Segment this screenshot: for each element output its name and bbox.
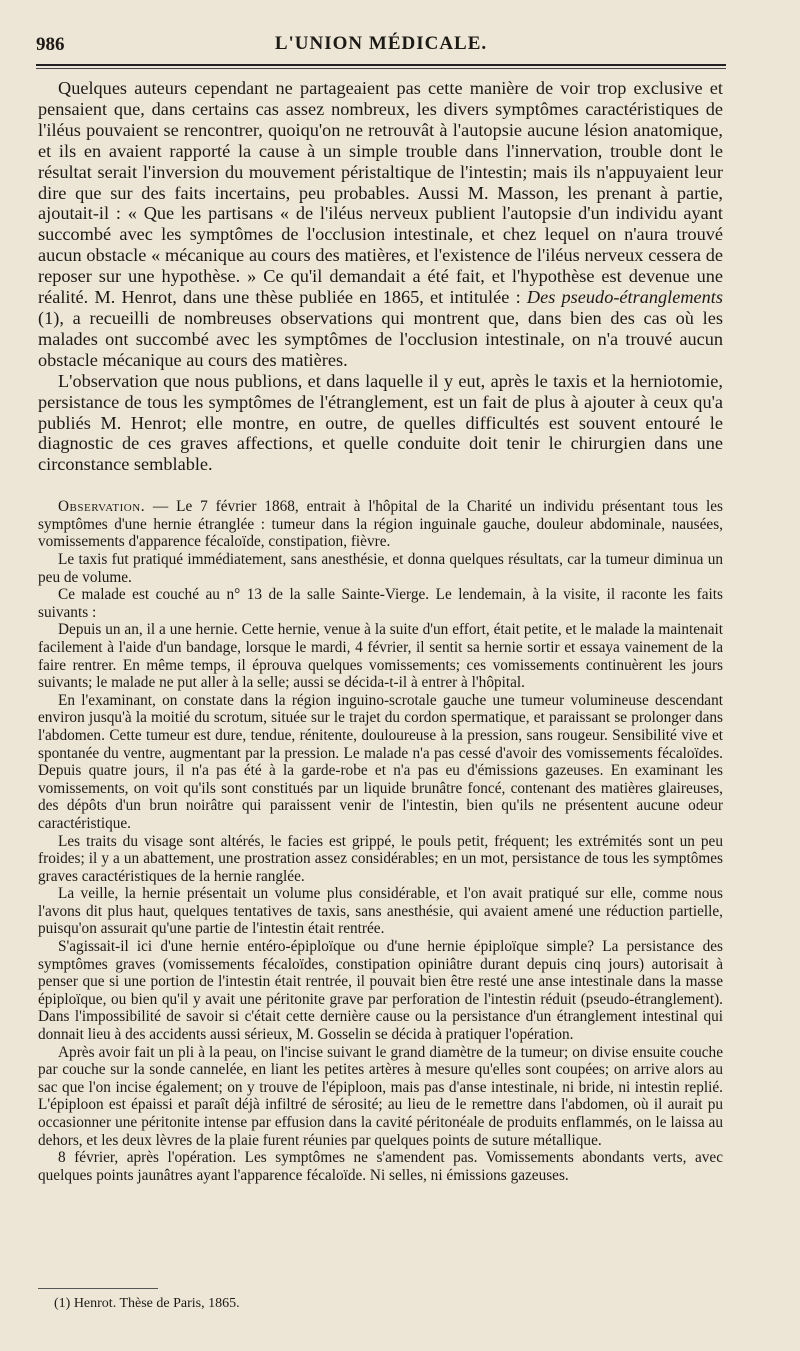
running-title: L'UNION MÉDICALE. (274, 33, 488, 54)
lead-paragraph-text: (1), a recueilli de nombreuses observations qui montrent que, dans bien des cas où les malades ont succombé avec les symptômes de l'occlusion intestinale, on n'a trouvé aucun obstacle mécanique au cours des matières. (38, 307, 723, 370)
observation-paragraph: La veille, la hernie présentait un volume plus considérable, et l'on avait pratiqué sur elle, comme nous l'avons dit plus haut, quelques tentatives de taxis, sans anesthésie, qui avaient amené une réduction partielle, puisqu'on assurait qu'une partie de l'intestin était rentrée. (38, 885, 723, 938)
observation-paragraph: Les traits du visage sont altérés, le facies est grippé, le pouls petit, fréquent; les extrémités sont un peu froides; il y a un abattement, une prostration assez considérables; en un mot, persistance de tous les symptômes graves caractéristiques de la hernie ranglée. (38, 832, 723, 885)
observation-paragraph: Depuis un an, il a une hernie. Cette hernie, venue à la suite d'un effort, était petite, et le malade la maintenait facilement à l'aide d'un bandage, lorsque le mardi, 4 février, il sentit sa hernie sortir et essaya vainement de la faire rentrer. En même temps, il éprouva quelques vomissements; ces vomissements continuèrent les jours suivants; le malade ne put aller à la selle; aussi se décida-t-il à entrer à l'hôpital. (38, 621, 723, 692)
lead-section (38, 78, 723, 475)
thesis-title: Des pseudo-étranglements (526, 287, 723, 308)
page-header (36, 30, 726, 60)
observation-section (38, 498, 723, 1184)
observation-title: Observation. (58, 498, 146, 516)
lead-paragraph (38, 78, 723, 371)
observation-paragraph: Après avoir fait un pli à la peau, on l'incise suivant le grand diamètre de la tumeur; on divise ensuite couche par couche sur la sonde cannelée, en liant les petites artères à mesure qu'elles sont coupées; on arrive alors au sac que l'on incise également; on y trouve de l'épiploon, mais pas d'anse intestinale, ni bride, ni intestin replié. L'épiploon est épaissi et paraît déjà infiltré de sérosité; au lieu de le remettre dans l'abdomen, où il aurait pu occasionner une péritonite intense par effusion dans la cavité péritonéale de produits enflammés, on le laissa au dehors, et les deux lèvres de la plaie furent réunies par quelques points de suture métallique. (38, 1043, 723, 1149)
header-rule (36, 64, 726, 69)
lead-paragraph-text: Quelques auteurs cependant ne partageaient pas cette manière de voir trop exclusive et pensaient que, dans certains cas assez nombreux, les divers symptômes caractéristiques de l'iléus pouvaient se rencontrer, quoiqu'on ne retrouvât à l'autopsie aucune lésion anatomique, et ils en avaient rapporté la cause à un simple trouble dans l'innervation, trouble dont le résultat serait l'inversion du mouvement péristaltique de l'intestin; mais ils n'appuyaient leur dire que sur des faits incertains, peu probables. Aussi M. Masson, les prenant à partie, ajoutait-il : « Que les partisans « de l'iléus nerveux publient l'autopsie d'un individu ayant succombé avec les symptômes de l'occlusion intestinale, et chez lequel on n'aura trouvé aucun obstacle « mécanique au cours des matières, et l'existence de l'iléus nerveux cessera de reposer sur une hypothèse. » Ce qu'il demandait a été fait, et l'hypothèse est devenue une réalité. M. Henrot, dans une thèse publiée en 1865, et intitulée : (38, 78, 723, 308)
observation-paragraph: Le taxis fut pratiqué immédiatement, sans anesthésie, et donna quelques résultats, car la tumeur diminua un peu de volume. (38, 551, 723, 586)
observation-paragraph: Ce malade est couché au n° 13 de la salle Sainte-Vierge. Le lendemain, à la visite, il raconte les faits suivants : (38, 586, 723, 621)
footnote: (1) Henrot. Thèse de Paris, 1865. (54, 1296, 240, 1311)
observation-paragraph: En l'examinant, on constate dans la région inguino-scrotale gauche une tumeur volumineuse descendant environ jusqu'à la moitié du scrotum, située sur le trajet du cordon spermatique, et paraissant se prolonger dans l'abdomen. Cette tumeur est dure, tendue, rénitente, douloureuse à la pression, sans rougeur. Sensibilité vive et spontanée du ventre, augmentant par la pression. Le malade n'a pas cessé d'avoir des vomissements fécaloïdes. Depuis quatre jours, il n'a pas été à la garde-robe et n'a pas eu d'émissions gazeuses. En examinant les vomissements, on voit qu'ils sont constitués par un liquide brunâtre foncé, contenant des matières glaireuses, des dépôts d'un brun noirâtre qui paraissent venir de l'intestin, bien qu'ils ne présentent aucune odeur caractéristique. (38, 691, 723, 832)
observation-intro-text: — Le 7 février 1868, entrait à l'hôpital de la Charité un individu présentant tous les symptômes d'une hernie étranglée : tumeur dans la région inguinale gauche, douleur abdominale, nausées, vomissements d'apparence fécaloïde, constipation, fièvre. (38, 498, 723, 551)
article-body (38, 78, 723, 1184)
observation-paragraph: S'agissait-il ici d'une hernie entéro-épiploïque ou d'une hernie épiploïque simple? La persistance des symptômes graves (vomissements fécaloïdes, constipation opiniâtre durant depuis cinq jours) autorisait à penser que si une portion de l'intestin était rentrée, il pouvait bien être resté une anse intestinale dans la masse épiploïque, ou bien qu'il y avait une péritonite grave par perforation de l'intestin réduit (pseudo-étranglement). Dans l'impossibilité de savoir si c'était cette dernière cause ou la persistance d'un étranglement intestinal qui donnait lieu à des accidents aussi sérieux, M. Gosselin se décida à pratiquer l'opération. (38, 938, 723, 1044)
observation-paragraph: 8 février, après l'opération. Les symptômes ne s'amendent pas. Vomissements abondants verts, avec quelques points jaunâtres ayant l'apparence fécaloïde. Ni selles, ni émissions gazeuses. (38, 1149, 723, 1184)
observation-intro (38, 498, 723, 551)
page-number: 986 (36, 34, 65, 55)
footnote-rule (38, 1288, 158, 1289)
lead-paragraph: L'observation que nous publions, et dans laquelle il y eut, après le taxis et la herniotomie, persistance de tous les symptômes de l'étranglement, est un fait de plus à ajouter à ceux qu'a publiés M. Henrot; elle montre, en outre, de quelles difficultés est souvent entouré le diagnostic de ces graves affections, et quelle conduite doit tenir le chirurgien dans une circonstance semblable. (38, 370, 723, 475)
